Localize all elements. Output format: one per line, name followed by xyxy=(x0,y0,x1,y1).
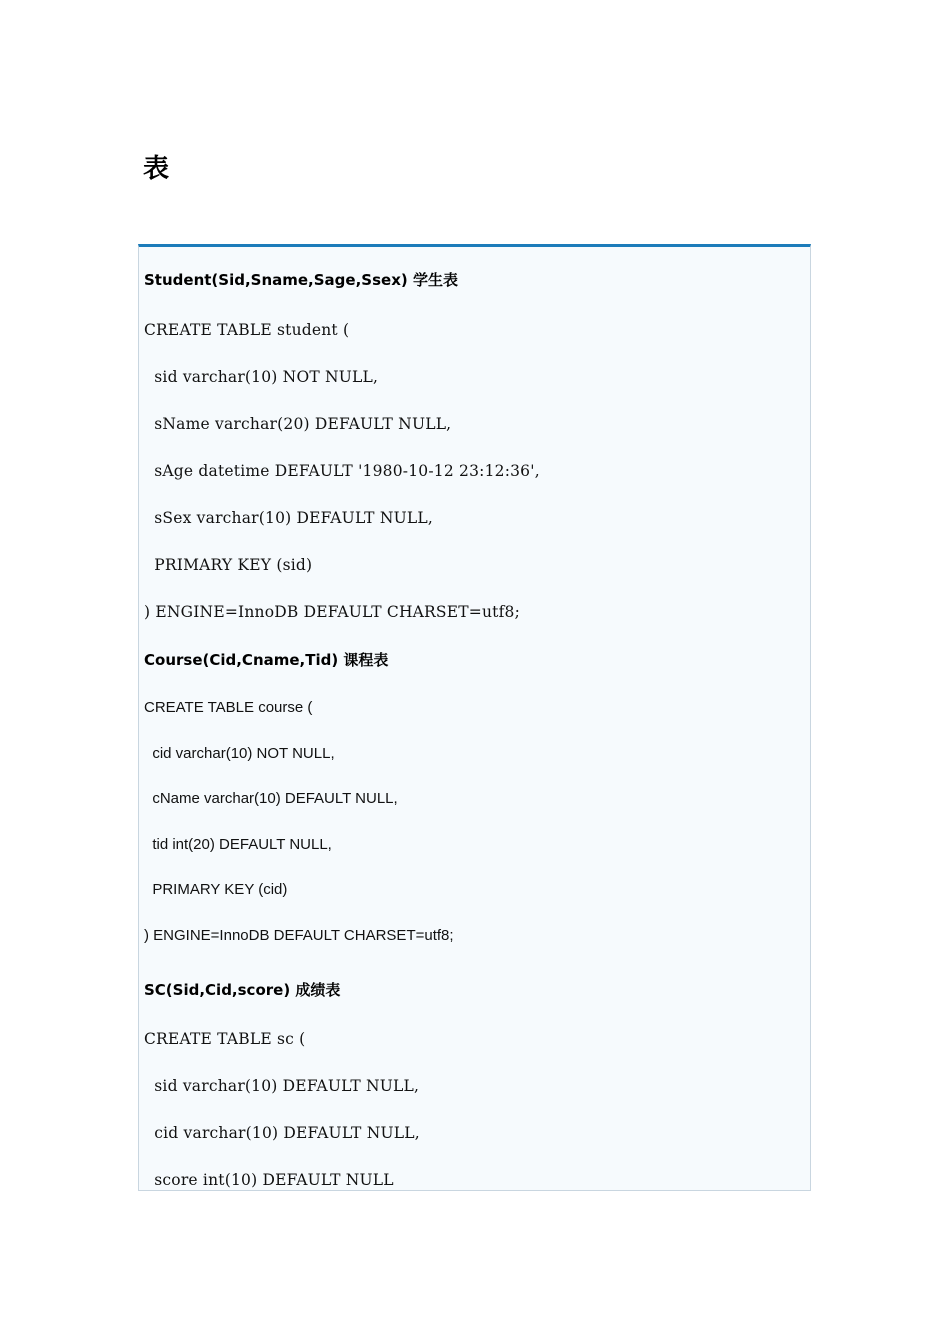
code-line: PRIMARY KEY (cid) xyxy=(144,881,288,898)
code-line: sid varchar(10) DEFAULT NULL, xyxy=(144,1077,420,1095)
code-line: sid varchar(10) NOT NULL, xyxy=(144,368,379,386)
code-line: sSex varchar(10) DEFAULT NULL, xyxy=(144,509,433,527)
code-line: cName varchar(10) DEFAULT NULL, xyxy=(144,790,398,807)
code-line: ) ENGINE=InnoDB DEFAULT CHARSET=utf8; xyxy=(144,927,454,944)
section-title-course: Course(Cid,Cname,Tid) 课程表 xyxy=(144,651,389,669)
code-line: ) ENGINE=InnoDB DEFAULT CHARSET=utf8; xyxy=(144,603,521,621)
code-line: cid varchar(10) DEFAULT NULL, xyxy=(144,1124,420,1142)
code-line: CREATE TABLE course ( xyxy=(144,699,313,716)
code-line: score int(10) DEFAULT NULL xyxy=(144,1171,394,1189)
code-line: sName varchar(20) DEFAULT NULL, xyxy=(144,415,452,433)
code-line: PRIMARY KEY (sid) xyxy=(144,556,313,574)
code-line: sAge datetime DEFAULT '1980-10-12 23:12:36', xyxy=(144,462,540,480)
code-panel xyxy=(138,244,811,1191)
code-line: CREATE TABLE student ( xyxy=(144,321,350,339)
section-title-sc: SC(Sid,Cid,score) 成绩表 xyxy=(144,981,341,999)
code-line: tid int(20) DEFAULT NULL, xyxy=(144,836,332,853)
section-title-student: Student(Sid,Sname,Sage,Ssex) 学生表 xyxy=(144,271,458,289)
code-line: cid varchar(10) NOT NULL, xyxy=(144,745,335,762)
page-heading: 表 xyxy=(143,154,170,184)
code-line: CREATE TABLE sc ( xyxy=(144,1030,306,1048)
